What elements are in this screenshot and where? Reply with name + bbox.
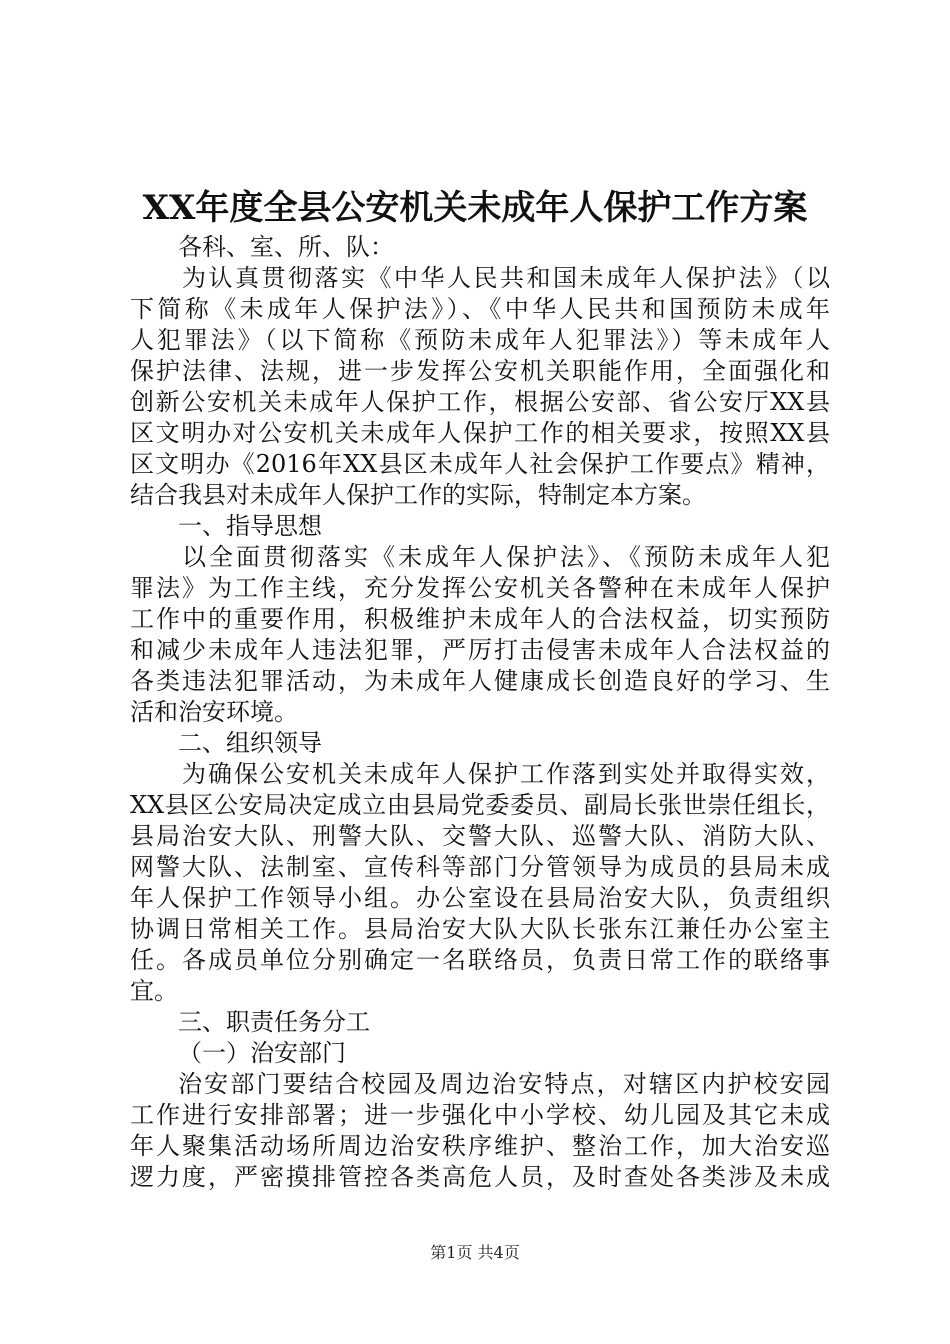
section-heading: 二、组织领导 [178, 729, 322, 757]
paragraph-line: 保护法律、法规，进一步发挥公安机关职能作用，全面强化和 [130, 357, 830, 385]
paragraph-line: 区文明办《2016年XX县区未成年人社会保护工作要点》精神， [130, 450, 830, 478]
paragraph-line: 各类违法犯罪活动，为未成年人健康成长创造良好的学习、生 [130, 667, 830, 695]
section-heading: 一、指导思想 [178, 512, 322, 540]
paragraph-line: 工作中的重要作用，积极维护未成年人的合法权益，切实预防 [130, 605, 830, 633]
section-heading: 三、职责任务分工 [178, 1008, 370, 1036]
document-title: XX年度全县公安机关未成年人保护工作方案 [142, 188, 808, 228]
paragraph-line: 为认真贯彻落实《中华人民共和国未成年人保护法》（以 [182, 264, 830, 292]
paragraph-line: 人犯罪法》（以下简称《预防未成年人犯罪法》）等未成年人 [130, 326, 830, 354]
paragraph-line: 以全面贯彻落实《未成年人保护法》、《预防未成年人犯 [182, 543, 830, 571]
paragraph-line: 和减少未成年人违法犯罪，严厉打击侵害未成年人合法权益的 [130, 636, 830, 664]
paragraph-line: 年人聚集活动场所周边治安秩序维护、整治工作，加大治安巡 [130, 1132, 830, 1160]
paragraph-line: 治安部门要结合校园及周边治安特点，对辖区内护校安园 [178, 1070, 830, 1098]
paragraph-line: 下简称《未成年人保护法》）、《中华人民共和国预防未成年 [130, 295, 830, 323]
paragraph-line: 创新公安机关未成年人保护工作，根据公安部、省公安厅XX县 [130, 388, 830, 416]
paragraph-line: 工作进行安排部署；进一步强化中小学校、幼儿园及其它未成 [130, 1101, 830, 1129]
paragraph-line: 罪法》为工作主线，充分发挥公安机关各警种在未成年人保护 [130, 574, 830, 602]
paragraph-line: 宜。 [130, 977, 178, 1005]
page-footer: 第1页 共4页 [430, 1243, 520, 1262]
paragraph-line: 逻力度，严密摸排管控各类高危人员，及时查处各类涉及未成 [130, 1163, 830, 1191]
document-body [130, 232, 830, 1193]
paragraph-line: 县局治安大队、刑警大队、交警大队、巡警大队、消防大队、 [130, 822, 830, 850]
paragraph-line: 任。各成员单位分别确定一名联络员，负责日常工作的联络事 [130, 946, 830, 974]
paragraph-line: 结合我县对未成年人保护工作的实际，特制定本方案。 [130, 481, 706, 509]
paragraph-line: 为确保公安机关未成年人保护工作落到实处并取得实效， [182, 760, 830, 788]
paragraph-line: 年人保护工作领导小组。办公室设在县局治安大队，负责组织 [130, 884, 830, 912]
paragraph-line: 协调日常相关工作。县局治安大队大队长张东江兼任办公室主 [130, 915, 830, 943]
subsection-heading: （一）治安部门 [178, 1039, 346, 1067]
paragraph-line: 区文明办对公安机关未成年人保护工作的相关要求，按照XX县 [130, 419, 830, 447]
paragraph-line: XX县区公安局决定成立由县局党委委员、副局长张世崇任组长， [130, 791, 830, 819]
salutation-line: 各科、室、所、队： [178, 233, 394, 261]
paragraph-line: 网警大队、法制室、宣传科等部门分管领导为成员的县局未成 [130, 853, 830, 881]
paragraph-line: 活和治安环境。 [130, 698, 298, 726]
